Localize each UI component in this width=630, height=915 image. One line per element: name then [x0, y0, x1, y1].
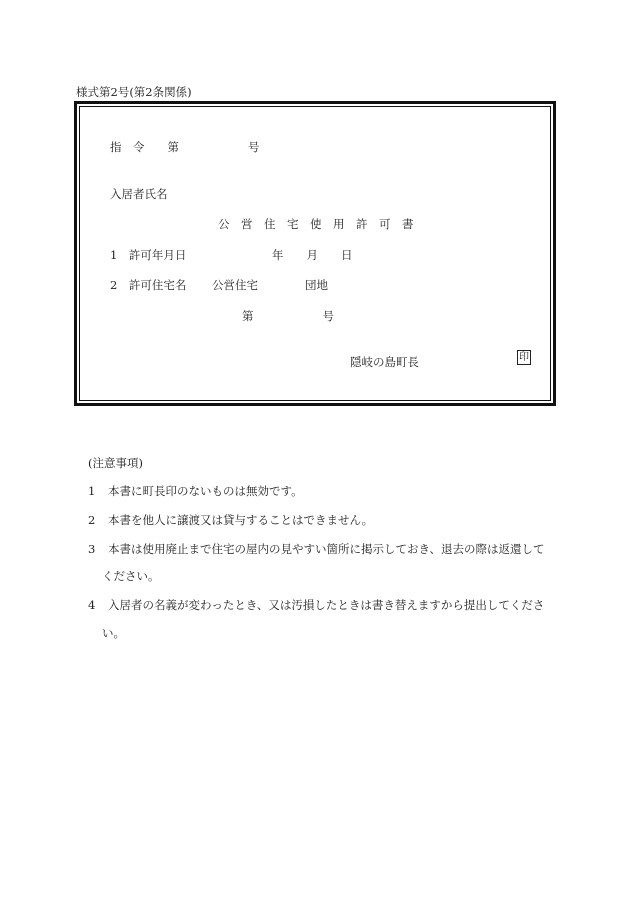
note-number: 3 — [88, 542, 96, 556]
note-item — [88, 512, 373, 528]
seal-mark: 印 — [519, 352, 529, 363]
issuer-title: 隠岐の島町長 — [350, 355, 419, 369]
resident-name-label: 入居者氏名 — [110, 187, 168, 201]
notes-heading: (注意事項) — [88, 456, 143, 470]
note-number: 4 — [88, 598, 96, 612]
note-number: 2 — [88, 513, 96, 527]
note-text: 入居者の名義が変わったとき、又は汚損したときは書き替えますから提出してくださ — [108, 598, 545, 612]
certificate-title: 公 営 住 宅 使 用 許 可 書 — [218, 217, 414, 231]
form-number-label: 様式第2号(第2条関係) — [76, 85, 192, 99]
note-item — [88, 483, 303, 499]
note-item — [88, 541, 545, 557]
permit-housing-label: 2 許可住宅名 — [110, 278, 187, 292]
permit-date-value: 年 月 日 — [272, 248, 353, 262]
note-item — [88, 597, 544, 613]
note-text: 本書に町長印のないものは無効です。 — [108, 484, 303, 498]
note-text: 本書を他人に譲渡又は貸与することはできません。 — [108, 513, 374, 527]
note-continuation: い。 — [102, 626, 125, 640]
note-number: 1 — [88, 484, 96, 498]
permit-certificate-box — [74, 101, 556, 406]
note-text: 本書は使用廃止まで住宅の屋内の見やすい箇所に掲示しておき、退去の際は返還して — [108, 542, 545, 556]
housing-estate-label: 団地 — [305, 278, 328, 292]
order-number-line: 指 令 第 号 — [110, 140, 260, 154]
permit-date-label: 1 許可年月日 — [110, 248, 187, 262]
public-housing-label: 公営住宅 — [212, 278, 258, 292]
housing-number-line: 第 号 — [242, 309, 334, 323]
note-continuation: ください。 — [102, 569, 160, 583]
